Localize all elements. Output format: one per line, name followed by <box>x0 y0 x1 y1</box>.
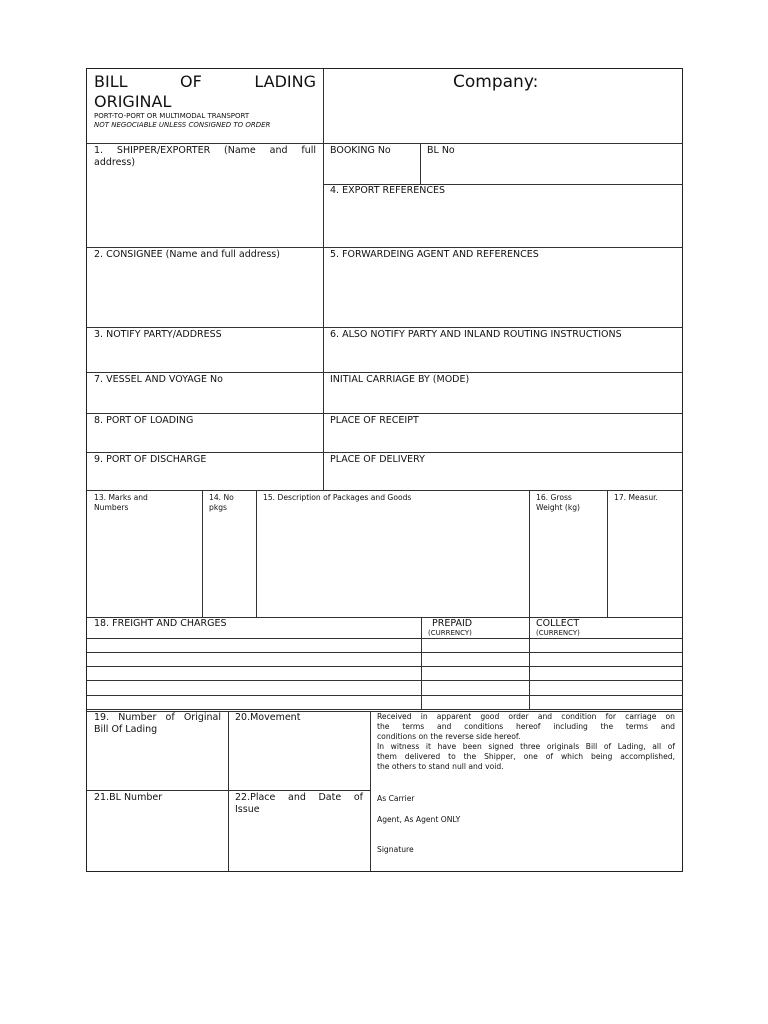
original-count-label-2: Bill Of Lading <box>94 724 158 735</box>
rule-goods-col-4 <box>607 490 608 617</box>
rule-goods-col-2 <box>256 490 257 617</box>
rule-consignee-bottom <box>87 327 682 328</box>
rule-shipper-bottom <box>87 247 682 248</box>
number-of-packages-label-2: pkgs <box>209 503 227 512</box>
place-of-delivery-label: PLACE OF DELIVERY <box>330 454 425 465</box>
notify-party-label: 3. NOTIFY PARTY/ADDRESS <box>94 329 222 340</box>
witness-clause-line-1: In witness it have been signed three originals Bill of Lading, all of <box>377 742 675 751</box>
rule-footer-col-2 <box>370 711 371 871</box>
consignee-label: 2. CONSIGNEE (Name and full address) <box>94 249 280 260</box>
forwarding-agent-label: 5. FORWARDEING AGENT AND REFERENCES <box>330 249 539 260</box>
negotiable-notice: NOT NEGOCIABLE UNLESS CONSIGNED TO ORDER <box>94 121 271 129</box>
rule-freight-row-4 <box>87 695 682 696</box>
signature-label: Signature <box>377 845 414 854</box>
measurement-label: 17. Measur. <box>614 493 658 502</box>
port-of-discharge-label: 9. PORT OF DISCHARGE <box>94 454 207 465</box>
company-label: Company: <box>453 72 539 92</box>
place-date-issue-label: 22.Place and Date of <box>235 792 363 803</box>
gross-weight-label: 16. Gross <box>536 493 572 502</box>
rule-booking-divider <box>420 143 421 184</box>
number-of-packages-label: 14. No <box>209 493 234 502</box>
original-count-label: 19. Number of Original <box>94 712 221 723</box>
title-line-2: ORIGINAL <box>94 92 172 111</box>
received-clause-line-3: conditions on the reverse side hereof. <box>377 732 521 741</box>
rule-freight-row-1 <box>87 652 682 653</box>
bl-number-label: 21.BL Number <box>94 792 163 803</box>
description-label: 15. Description of Packages and Goods <box>263 493 412 502</box>
witness-clause-line-2: them delivered to the Shipper, one of which being accomplished, <box>377 752 675 761</box>
witness-clause-line-3: the others to stand null and void. <box>377 762 504 771</box>
prepaid-currency-label: (CURRENCY) <box>428 629 472 637</box>
marks-numbers-label-2: Numbers <box>94 503 129 512</box>
place-date-issue-label-2: Issue <box>235 804 260 815</box>
place-of-receipt-label: PLACE OF RECEIPT <box>330 415 419 426</box>
rule-freight-col-1 <box>421 617 422 709</box>
collect-label: COLLECT <box>536 618 580 629</box>
rule-discharge-bottom <box>87 490 682 491</box>
rule-goods-col-1 <box>202 490 203 617</box>
port-of-loading-label: 8. PORT OF LOADING <box>94 415 194 426</box>
shipper-label-2: address) <box>94 157 136 168</box>
rule-footer-col-1 <box>228 711 229 871</box>
prepaid-label: PREPAID <box>432 618 473 629</box>
rule-loading-bottom <box>87 452 682 453</box>
as-carrier-label: As Carrier <box>377 794 415 803</box>
bl-no-label: BL No <box>427 145 455 156</box>
rule-freight-col-2 <box>529 617 530 709</box>
rule-freight-row-2 <box>87 666 682 667</box>
transport-subtitle: PORT-TO-PORT OR MULTIMODAL TRANSPORT <box>94 112 250 120</box>
agent-label: Agent, As Agent ONLY <box>377 815 461 824</box>
export-references-label: 4. EXPORT REFERENCES <box>330 185 445 196</box>
marks-numbers-label: 13. Marks and <box>94 493 148 502</box>
shipper-label: 1. SHIPPER/EXPORTER (Name and full <box>94 145 316 156</box>
bill-of-lading-form <box>86 68 683 872</box>
rule-freight-header-bottom <box>87 638 682 639</box>
rule-freight-row-3 <box>87 680 682 681</box>
booking-no-label: BOOKING No <box>330 145 391 156</box>
vessel-voyage-label: 7. VESSEL AND VOYAGE No <box>94 374 223 385</box>
received-clause-line-2: the terms and conditions hereof including the terms and <box>377 722 675 731</box>
rule-notify-bottom <box>87 372 682 373</box>
collect-currency-label: (CURRENCY) <box>536 629 580 637</box>
rule-freight-bottom <box>87 709 682 710</box>
rule-goods-col-3 <box>529 490 530 617</box>
rule-vessel-bottom <box>87 413 682 414</box>
rule-main-divider <box>323 69 324 490</box>
gross-weight-label-2: Weight (kg) <box>536 503 581 512</box>
movement-label: 20.Movement <box>235 712 301 723</box>
rule-header-bottom <box>87 143 682 144</box>
initial-carriage-label: INITIAL CARRIAGE BY (MODE) <box>330 374 470 385</box>
received-clause-line-1: Received in apparent good order and condition for carriage on <box>377 712 675 721</box>
freight-charges-label: 18. FREIGHT AND CHARGES <box>94 618 227 629</box>
title-line-1: BILL OF LADING <box>94 72 316 91</box>
also-notify-label: 6. ALSO NOTIFY PARTY AND INLAND ROUTING INSTRUCTIONS <box>330 329 622 340</box>
